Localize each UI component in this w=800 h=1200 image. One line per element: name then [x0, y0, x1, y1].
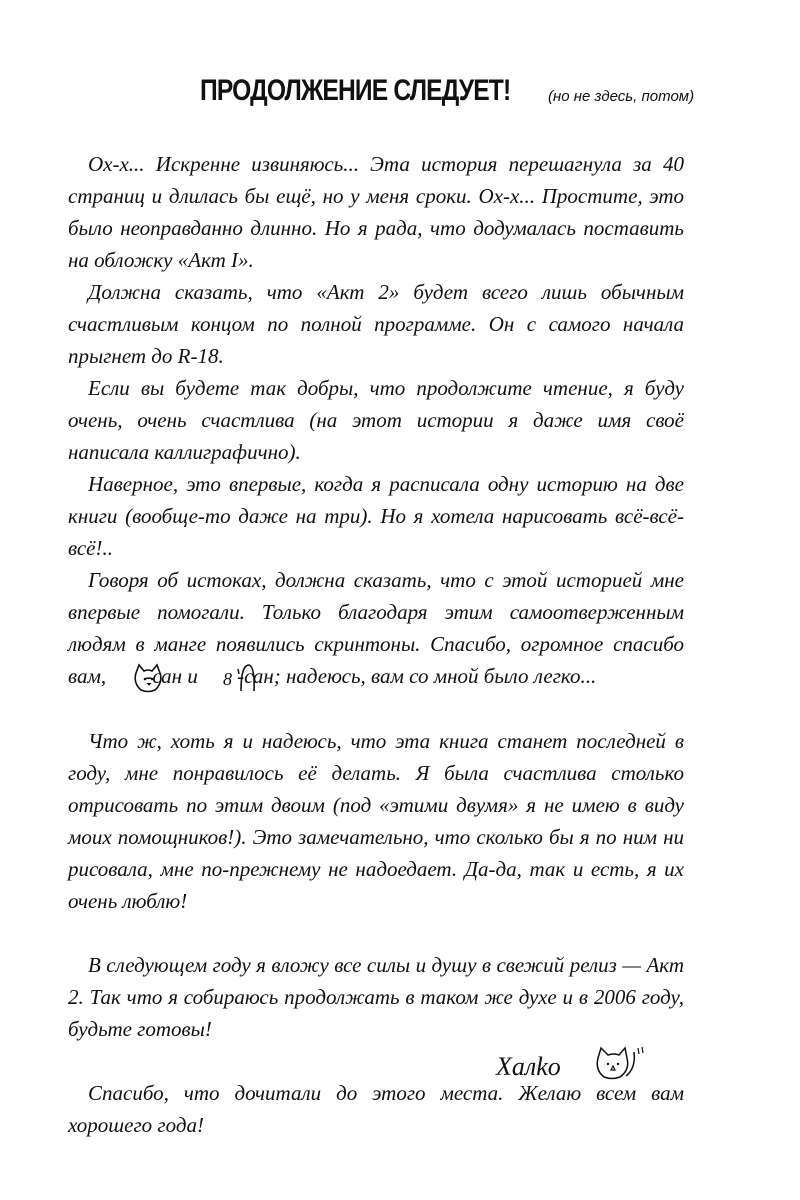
paragraph-thanks-assistants [68, 564, 684, 693]
afterword-body [68, 148, 684, 1141]
cat-doodle-icon [592, 1044, 648, 1084]
thanks-text-start: Говоря об истоках, должна сказать, что с этой историей мне впервые помогали. Только благодаря этим самоотверженным людям в манге появились скринтоны. Спасибо, огромное спасибо вам, [68, 568, 684, 688]
thanks-text-middle: -сан и [145, 664, 204, 688]
paragraph-act2: Должна сказать, что «Акт 2» будет всего лишь обычным счастливым концом по полной программе. Он с самого начала прыгнет до R-18. [68, 280, 684, 368]
paragraph-apology: Ох-х... Искренне извиняюсь... Эта история перешагнула за 40 страниц и длилась бы ещё, но у меня сроки. Ох-х... Простите, это было неоправданно длинно. Но я рада, что додумалась поставить на обложку «Акт I». [68, 152, 684, 272]
paragraph-next-year: В следующем году я вложу все силы и душу в свежий релиз — Акт 2. Так что я собираюсь продолжать в таком же духе и в 2006 году, будьте готовы! [68, 953, 684, 1042]
author-signature: Χaлko [496, 1052, 561, 1081]
cat-face-icon [111, 663, 145, 693]
svg-text:8: 8 [223, 669, 233, 690]
paragraph-reading: Если вы будете так добры, что продолжите чтение, я буду очень, очень счастлива (на этот истории я даже имя своё написала каллиграфично). [68, 376, 684, 464]
thanks-text-end: -сан; надеюсь, вам со мной было легко... [237, 664, 597, 688]
page-subtitle: (но не здесь, потом) [548, 88, 695, 105]
paragraph-closing: Спасибо, что дочитали до этого места. Желаю всем вам хорошего года! [68, 1081, 684, 1138]
paragraph-enjoyed: Что ж, хоть я и надеюсь, что эта книга станет последней в году, мне понравилось её делать. Я была счастлива столько отрисовать по этим двоим (под «этими двумя» я не имею в виду моих помощников!). Это замечательно, что сколько бы я по ним ни рисовала, мне по-прежнему не надоедает. Да-да, так и есть, я их очень люблю! [68, 729, 684, 914]
ghost-doodle-icon [203, 663, 237, 693]
page-title: ПРОДОЛЖЕНИЕ СЛЕДУЕТ! [200, 74, 511, 107]
paragraph-first-time: Наверное, это впервые, когда я расписала одну историю на две книги (вообще-то даже на три). Но я хотела нарисовать всё-всё-всё!.. [68, 472, 684, 560]
header [200, 74, 720, 108]
